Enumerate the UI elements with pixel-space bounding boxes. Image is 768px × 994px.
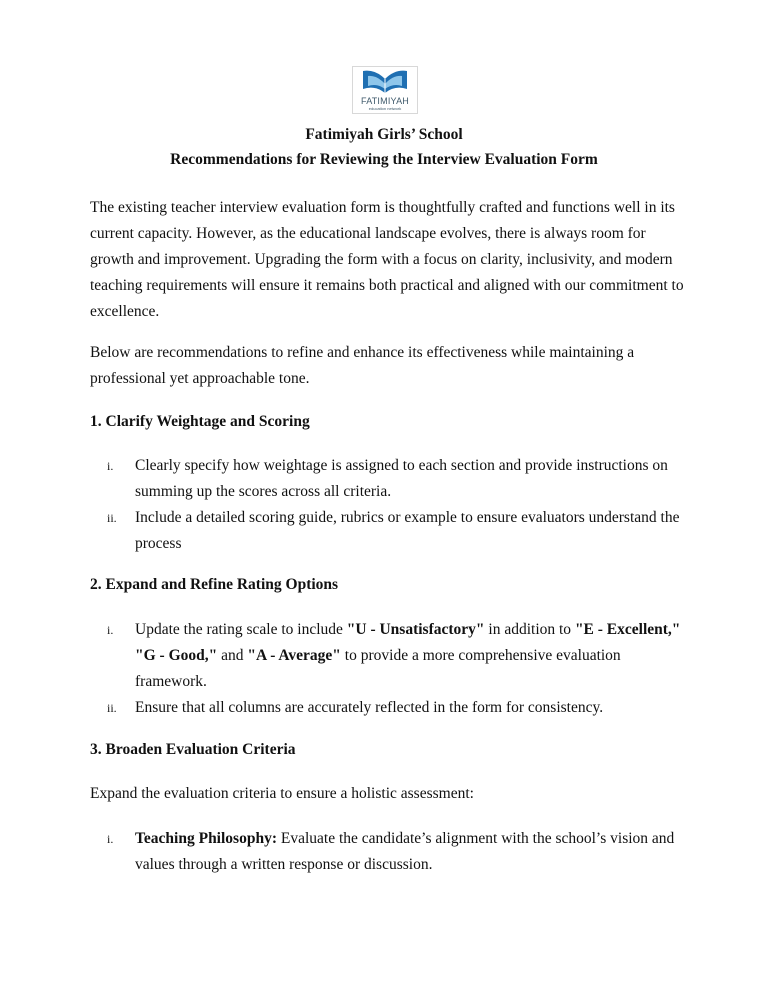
text-run: and [217, 647, 248, 664]
list-text-rich [135, 617, 695, 695]
list-text: Ensure that all columns are accurately reflected in the form for consistency. [135, 699, 604, 716]
section-3-intro: Expand the evaluation criteria to ensure a holistic assessment: [90, 785, 474, 802]
list-number: i. [107, 832, 114, 846]
criterion-label: Teaching Philosophy: [135, 830, 277, 847]
document-title: Recommendations for Reviewing the Interview Evaluation Form [170, 151, 598, 168]
list-text: Clearly specify how weightage is assigned to each section and provide instructions on summing up the scores across all criteria. [135, 457, 668, 500]
text-run: to provide a more comprehensive evaluation framework. [135, 647, 621, 690]
text-run: Evaluate the candidate’s alignment with the school’s vision and values through a written response or discussion. [135, 830, 675, 873]
list-number: i. [107, 623, 114, 637]
rating-average: "A - Average" [247, 647, 341, 664]
list-number: i. [107, 459, 114, 473]
list-text-rich [135, 826, 695, 878]
text-run: Update the rating scale to include [135, 621, 347, 638]
list-text: Include a detailed scoring guide, rubrics or example to ensure evaluators understand the process [135, 509, 680, 552]
section-3-heading: 3. Broaden Evaluation Criteria [90, 741, 296, 758]
intro-paragraph-1: The existing teacher interview evaluation form is thoughtfully crafted and functions well in its current capacity. However, as the educational landscape evolves, there is always room for growth and improvement. Upgrading the form with a focus on clarity, inclusivity, and modern teaching requirements will ensure it remains both practical and aligned with our commitment to excellence. [90, 199, 684, 320]
school-name: Fatimiyah Girls’ School [305, 126, 463, 143]
list-number: ii. [107, 511, 117, 525]
rating-excellent-good: "E - Excellent," "G - Good," [135, 621, 681, 664]
open-book-icon [353, 67, 417, 97]
school-logo [352, 66, 418, 114]
text-run: in addition to [484, 621, 575, 638]
rating-unsatisfactory: "U - Unsatisfactory" [346, 621, 485, 638]
logo-subtitle: education network [368, 106, 402, 111]
section-2-heading: 2. Expand and Refine Rating Options [90, 576, 339, 593]
section-1-heading: 1. Clarify Weightage and Scoring [90, 413, 310, 430]
list-number: ii. [107, 701, 117, 715]
logo-name: FATIMIYAH [361, 96, 409, 106]
intro-paragraph-2: Below are recommendations to refine and enhance its effectiveness while maintaining a professional yet approachable tone. [90, 344, 635, 387]
